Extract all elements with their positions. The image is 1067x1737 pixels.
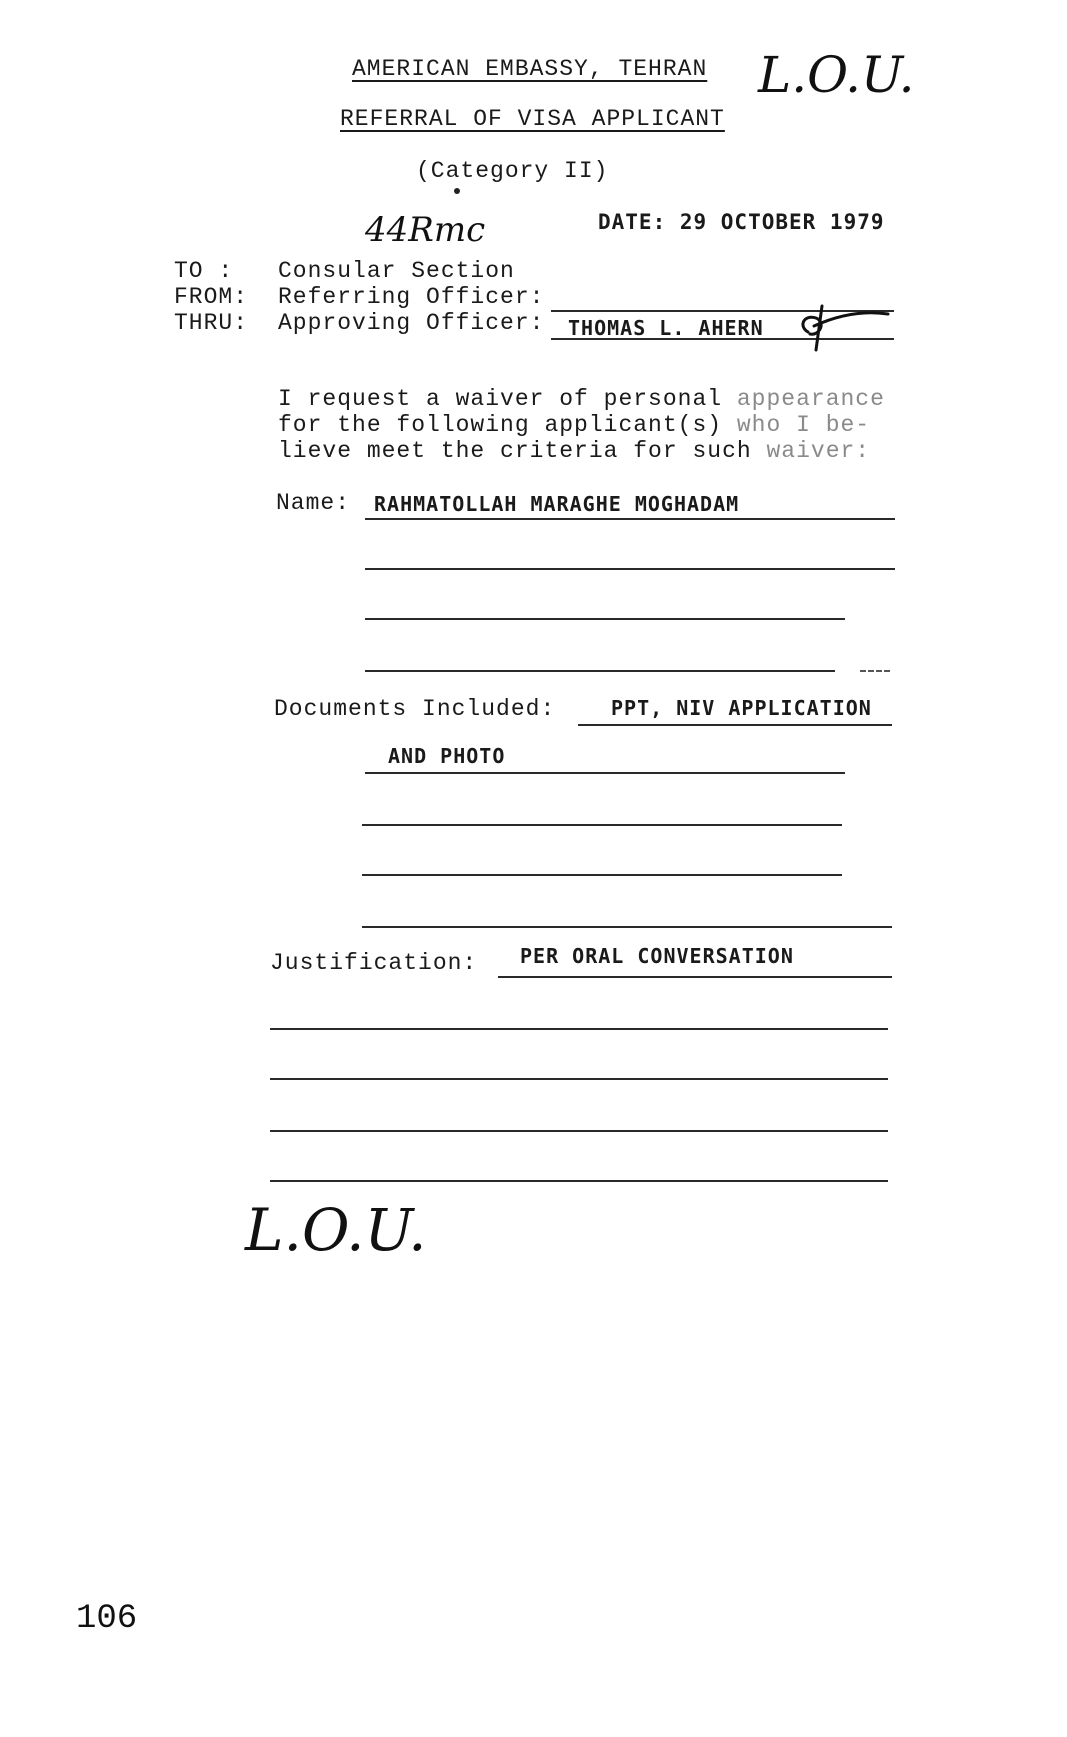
justification-line-4 xyxy=(270,1130,888,1132)
form-title: REFERRAL OF VISA APPLICANT xyxy=(340,106,725,132)
handwritten-lou-bottom: L.O.U. xyxy=(245,1196,427,1264)
to-label: TO : xyxy=(174,258,234,284)
documents-line-1 xyxy=(578,724,892,726)
justification-line-1 xyxy=(498,976,892,978)
handwritten-lou-top: L.O.U. xyxy=(758,46,915,104)
embassy-heading: AMERICAN EMBASSY, TEHRAN xyxy=(352,56,708,82)
justification-line-2 xyxy=(270,1028,888,1030)
justification-line-5 xyxy=(270,1180,888,1182)
dot-mark xyxy=(454,188,460,194)
request-line-3: lieve meet the criteria for such waiver: xyxy=(278,438,871,464)
name-line-2 xyxy=(365,568,895,570)
name-line-1 xyxy=(365,518,895,520)
justification-value: PER ORAL CONVERSATION xyxy=(520,944,794,968)
handwritten-note: 44Rmc xyxy=(365,210,486,250)
name-line-3 xyxy=(365,618,845,620)
request-line-2: for the following applicant(s) who I be- xyxy=(278,412,871,438)
request-line-1: I request a waiver of personal appearance xyxy=(278,386,885,412)
justification-line-3 xyxy=(270,1078,888,1080)
name-line-4-tail xyxy=(860,670,890,672)
approving-officer-label: Approving Officer: xyxy=(278,310,545,336)
name-label: Name: xyxy=(276,490,351,516)
documents-line-3 xyxy=(362,824,842,826)
referring-officer-label: Referring Officer: xyxy=(278,284,545,310)
documents-label: Documents Included: xyxy=(274,696,556,722)
to-value: Consular Section xyxy=(278,258,515,284)
category-label: (Category II) xyxy=(416,158,609,184)
documents-value-2: AND PHOTO xyxy=(388,744,506,768)
name-line-4 xyxy=(365,670,835,672)
documents-line-5 xyxy=(362,926,892,928)
page-number: 106 xyxy=(76,1600,138,1638)
documents-line-2 xyxy=(365,772,845,774)
applicant-name: RAHMATOLLAH MARAGHE MOGHADAM xyxy=(374,492,740,516)
documents-value-1: PPT, NIV APPLICATION xyxy=(611,696,872,720)
date-line: DATE: 29 OCTOBER 1979 xyxy=(598,210,885,234)
initials-signature xyxy=(792,296,892,352)
documents-line-4 xyxy=(362,874,842,876)
thru-label: THRU: xyxy=(174,310,249,336)
approving-officer-name: THOMAS L. AHERN xyxy=(568,316,764,340)
justification-label: Justification: xyxy=(270,950,478,976)
from-label: FROM: xyxy=(174,284,249,310)
